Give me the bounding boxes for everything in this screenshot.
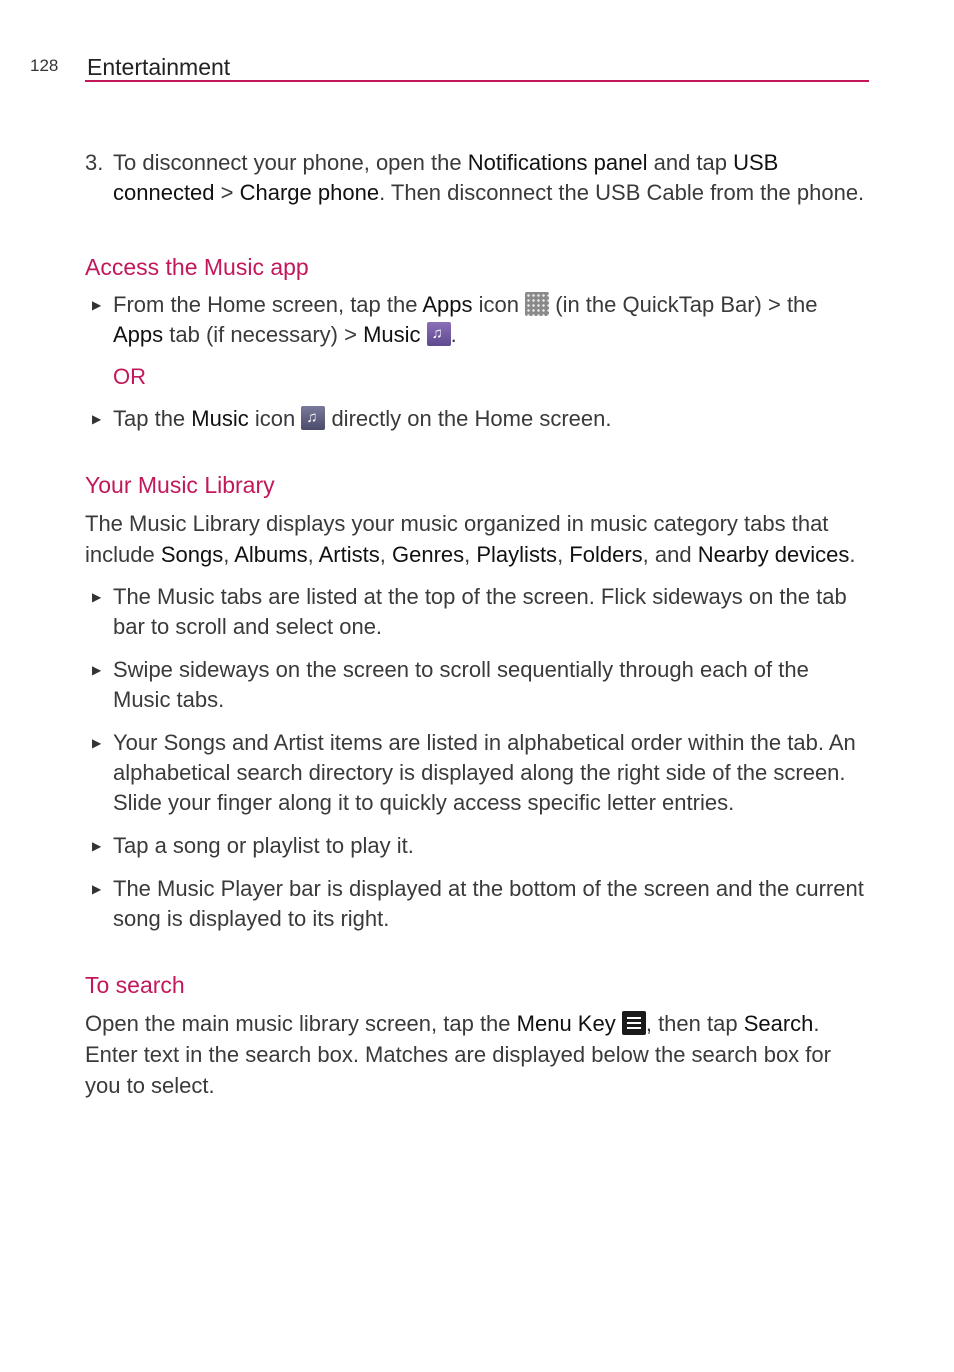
library-bullet-4 — [85, 831, 871, 861]
bullet-text: . — [450, 322, 457, 347]
or-separator: OR — [113, 364, 146, 389]
bullet-text: From the Home screen, tap the — [113, 292, 423, 317]
triangle-right-icon: ▶ — [92, 412, 102, 426]
music-label: Music — [191, 406, 249, 431]
search-label: Search — [743, 1011, 814, 1036]
genres-label: Genres — [391, 542, 465, 567]
comma: , — [557, 542, 570, 567]
menu-key-icon — [622, 1011, 646, 1035]
bullet-text: Your Songs and Artist items are listed in alphabetical order within the tab. An alphabetical search directory is displayed along the right side of the screen. Slide your finger along it to quickly access specific letter entries. — [113, 730, 856, 815]
triangle-right-icon: ▶ — [92, 298, 102, 312]
bullet-text: The Music Player bar is displayed at the bottom of the screen and the current song is displayed to its right. — [113, 876, 864, 931]
artists-label: Artists — [318, 542, 380, 567]
bullet-text: (in the QuickTap Bar) > the — [549, 292, 818, 317]
step-text: > — [214, 180, 240, 205]
search-text: . Enter text in the search box. Matches are displayed below the search box for you to select. — [85, 1011, 831, 1098]
intro-text: The Music Library displays your music organized in music category tabs that include — [85, 511, 829, 567]
comma: , — [464, 542, 477, 567]
folders-label: Folders — [569, 542, 643, 567]
charge-phone-label: Charge phone — [239, 180, 380, 205]
bullet-text: directly on the Home screen. — [325, 406, 612, 431]
search-paragraph — [85, 1008, 871, 1101]
step-text: and tap — [647, 150, 734, 175]
bullet-text: tab (if necessary) > — [163, 322, 364, 347]
page-content — [85, 148, 871, 1101]
to-search-heading: To search — [85, 972, 185, 998]
section-title: Entertainment — [87, 54, 231, 80]
notifications-panel-label: Notifications panel — [467, 150, 648, 175]
access-bullet-1 — [85, 290, 871, 350]
comma: , — [307, 542, 319, 567]
bullet-text: Tap a song or playlist to play it. — [113, 833, 414, 858]
comma: , — [379, 542, 392, 567]
apps-grid-icon — [525, 292, 549, 316]
music-note-icon — [301, 406, 325, 430]
songs-label: Songs — [160, 542, 224, 567]
nearby-devices-label: Nearby devices — [697, 542, 850, 567]
period: . — [849, 542, 856, 567]
apps-tab-label: Apps — [113, 322, 164, 347]
library-bullet-5 — [85, 874, 871, 934]
triangle-right-icon: ▶ — [92, 663, 102, 677]
triangle-right-icon: ▶ — [92, 736, 102, 750]
step-3 — [85, 148, 871, 208]
search-text: , then tap — [645, 1011, 744, 1036]
header-rule — [85, 80, 869, 82]
triangle-right-icon: ▶ — [92, 590, 102, 604]
page-number: 128 — [30, 56, 59, 75]
music-label: Music — [363, 322, 421, 347]
bullet-text: Tap the — [113, 406, 192, 431]
library-bullet-1 — [85, 582, 871, 642]
library-bullet-2 — [85, 655, 871, 715]
step-number: 3. — [85, 150, 104, 175]
bullet-text: icon — [472, 292, 526, 317]
menu-key-label: Menu Key — [516, 1011, 616, 1036]
step-text: . Then disconnect the USB Cable from the phone. — [379, 180, 865, 205]
bullet-text: icon — [248, 406, 302, 431]
music-note-icon — [427, 322, 451, 346]
bullet-text: The Music tabs are listed at the top of the screen. Flick sideways on the tab bar to scroll and select one. — [113, 584, 847, 639]
usb-connected-label: USB connected — [113, 150, 779, 205]
comma: , — [223, 542, 235, 567]
triangle-right-icon: ▶ — [92, 839, 102, 853]
playlists-label: Playlists — [476, 542, 558, 567]
triangle-right-icon: ▶ — [92, 882, 102, 896]
library-bullet-3 — [85, 728, 871, 818]
comma: , and — [642, 542, 698, 567]
access-bullet-2 — [85, 404, 871, 434]
step-text: To disconnect your phone, open the — [113, 150, 468, 175]
search-text: Open the main music library screen, tap the — [85, 1011, 517, 1036]
access-music-heading: Access the Music app — [85, 254, 309, 280]
music-library-heading: Your Music Library — [85, 472, 275, 498]
albums-label: Albums — [234, 542, 308, 567]
bullet-text: Swipe sideways on the screen to scroll sequentially through each of the Music tabs. — [113, 657, 809, 712]
apps-label: Apps — [422, 292, 473, 317]
library-intro — [85, 508, 871, 570]
